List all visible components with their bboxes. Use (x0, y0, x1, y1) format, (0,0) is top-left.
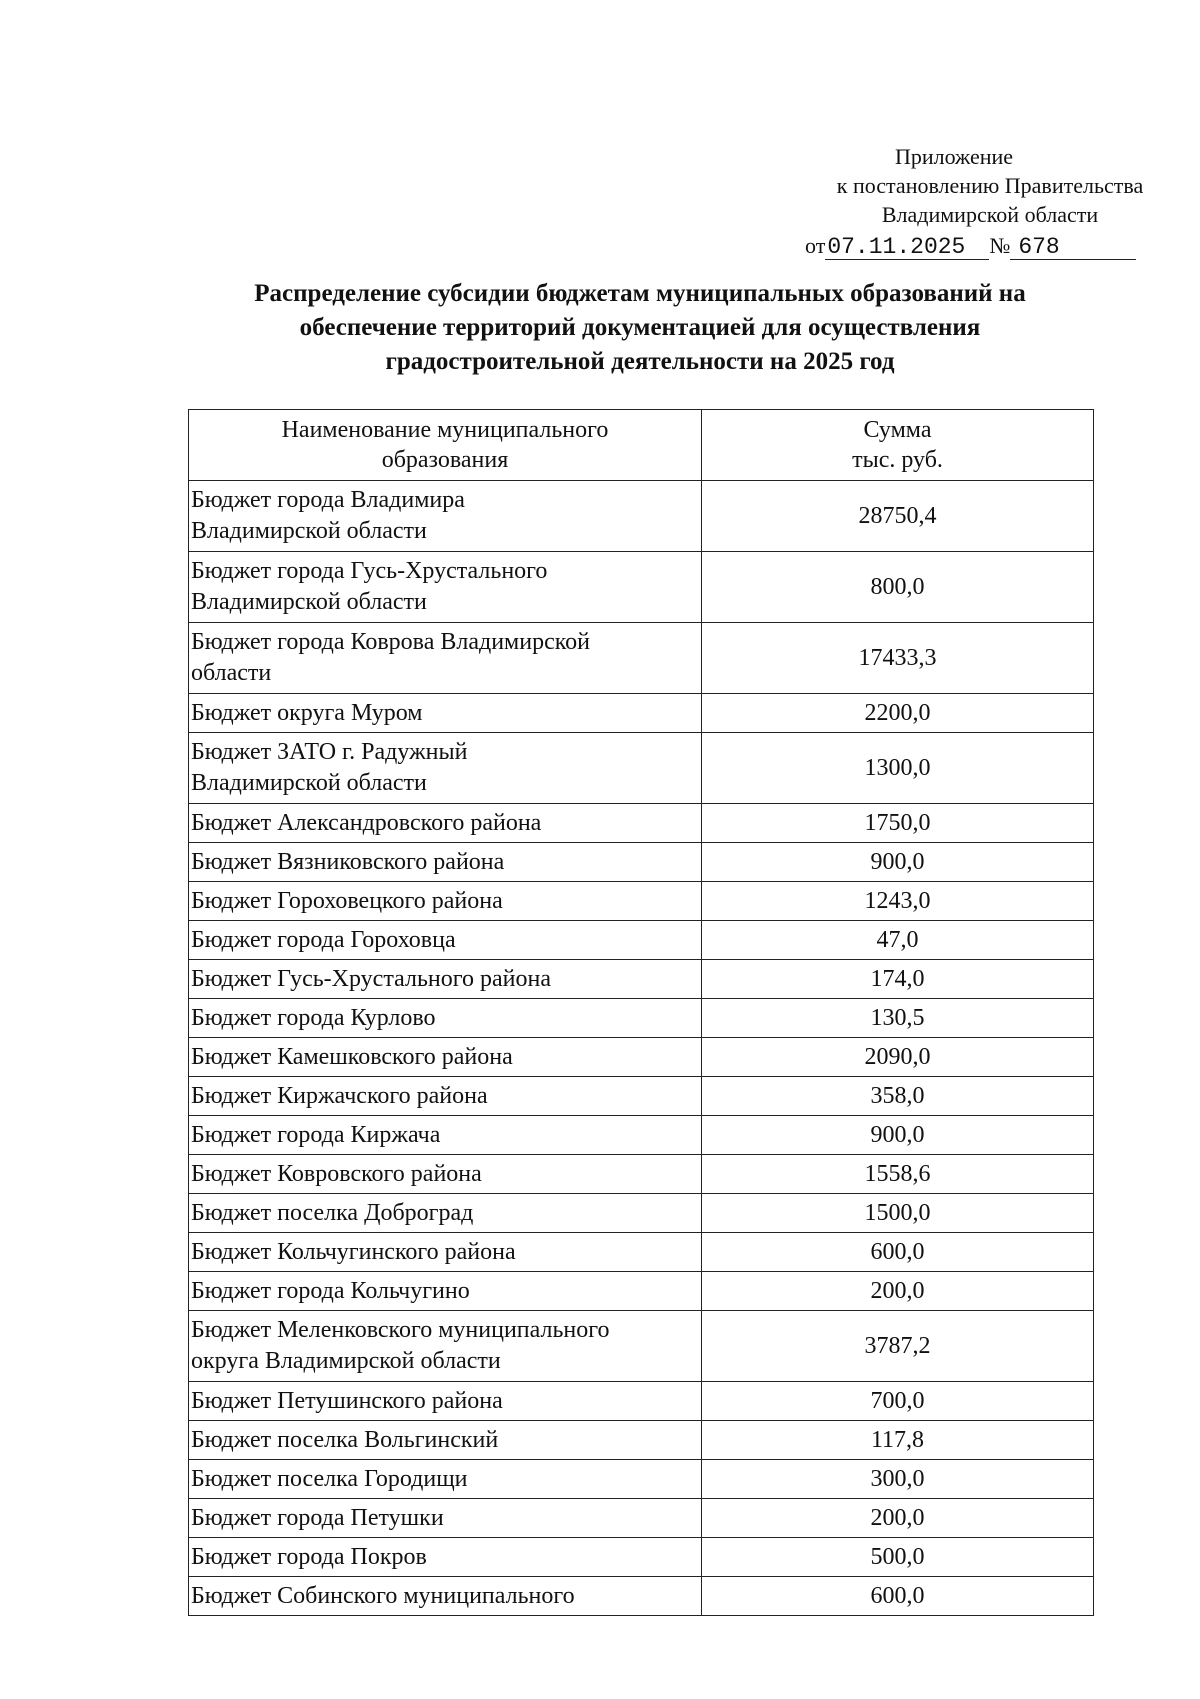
row-name (189, 804, 702, 843)
table-row (189, 1499, 1094, 1538)
row-name-line-1: Бюджет Вязниковского района (191, 848, 505, 875)
row-name (189, 843, 702, 882)
title-line-1: Распределение субсидии бюджетам муниципальных образований на (254, 280, 1026, 307)
table-row (189, 694, 1094, 733)
row-name (189, 1382, 702, 1421)
table-row (189, 1116, 1094, 1155)
row-name (189, 1233, 702, 1272)
row-name (189, 1577, 702, 1616)
row-name (189, 882, 702, 921)
row-sum: 200,0 (702, 1272, 1094, 1311)
row-sum: 3787,2 (702, 1311, 1094, 1382)
row-name-line-2: Владимирской области (191, 770, 427, 796)
row-name-line-1: Бюджет округа Муром (191, 699, 423, 726)
table-row (189, 804, 1094, 843)
row-sum: 1500,0 (702, 1194, 1094, 1233)
row-name-line-1: Бюджет Собинского муниципального (191, 1582, 575, 1609)
row-name (189, 623, 702, 694)
row-name (189, 1194, 702, 1233)
row-name-line-1: Бюджет города Курлово (191, 1004, 436, 1031)
row-name (189, 1499, 702, 1538)
table-row (189, 1382, 1094, 1421)
row-name-line-1: Бюджет города Кольчугино (191, 1277, 470, 1304)
row-name-line-1: Бюджет Александровского района (191, 809, 542, 836)
row-sum: 1300,0 (702, 733, 1094, 804)
row-name-line-1: Бюджет Петушинского района (191, 1387, 503, 1414)
row-sum: 28750,4 (702, 481, 1094, 552)
table-row (189, 999, 1094, 1038)
table-row (189, 1538, 1094, 1577)
row-name (189, 733, 702, 804)
row-name (189, 921, 702, 960)
row-name (189, 1538, 702, 1577)
row-name-line-1: Бюджет города Гусь-Хрустального (191, 558, 548, 584)
appendix-block (790, 142, 1150, 260)
title-line-3: градостроительной деятельности на 2025 год (385, 348, 895, 375)
row-name-line-1: Бюджет ЗАТО г. Радужный (191, 739, 468, 765)
row-name-line-1: Бюджет города Владимира (191, 487, 465, 513)
row-name (189, 1460, 702, 1499)
table-row (189, 1311, 1094, 1382)
appendix-region: Владимирской области (881, 202, 1099, 227)
row-sum: 47,0 (702, 921, 1094, 960)
row-sum: 800,0 (702, 552, 1094, 623)
row-sum: 174,0 (702, 960, 1094, 999)
row-name-line-1: Бюджет Ковровского района (191, 1160, 482, 1187)
document-title (160, 277, 1120, 379)
row-name (189, 999, 702, 1038)
row-name-line-2: округа Владимирской области (191, 1348, 501, 1374)
row-name (189, 1311, 702, 1382)
row-sum: 600,0 (702, 1233, 1094, 1272)
row-name-line-1: Бюджет поселка Городищи (191, 1465, 468, 1492)
row-sum: 1243,0 (702, 882, 1094, 921)
row-sum: 900,0 (702, 1116, 1094, 1155)
row-name-line-1: Бюджет поселка Вольгинский (191, 1426, 499, 1453)
document-number: 678 (1010, 235, 1136, 260)
title-line-2: обеспечение территорий документацией для осуществления (299, 314, 981, 341)
row-sum: 700,0 (702, 1382, 1094, 1421)
table-row (189, 1155, 1094, 1194)
row-name (189, 552, 702, 623)
row-name (189, 481, 702, 552)
row-name-line-2: Владимирской области (191, 589, 427, 615)
row-name (189, 960, 702, 999)
row-sum: 117,8 (702, 1421, 1094, 1460)
table-row (189, 623, 1094, 694)
row-sum: 600,0 (702, 1577, 1094, 1616)
table-row (189, 960, 1094, 999)
row-name-line-1: Бюджет Гороховецкого района (191, 887, 503, 914)
row-sum: 130,5 (702, 999, 1094, 1038)
table-header-row (189, 410, 1094, 481)
row-sum: 1558,6 (702, 1155, 1094, 1194)
table-row (189, 921, 1094, 960)
header-name: Наименование муниципального образования (189, 410, 702, 481)
row-sum: 358,0 (702, 1077, 1094, 1116)
row-name-line-1: Бюджет Кольчугинского района (191, 1238, 516, 1265)
number-sign: № (989, 233, 1011, 258)
row-sum: 2090,0 (702, 1038, 1094, 1077)
table-row (189, 843, 1094, 882)
date-prefix: от (805, 233, 826, 258)
row-sum: 300,0 (702, 1460, 1094, 1499)
row-name-line-1: Бюджет города Коврова Владимирской (191, 629, 590, 655)
row-name (189, 1272, 702, 1311)
table-row (189, 1038, 1094, 1077)
row-name-line-2: области (191, 660, 272, 686)
row-name-line-1: Бюджет города Покров (191, 1543, 427, 1570)
row-sum: 200,0 (702, 1499, 1094, 1538)
row-name-line-1: Бюджет Камешковского района (191, 1043, 513, 1070)
row-name-line-1: Бюджет Гусь-Хрустального района (191, 965, 551, 992)
distribution-table (188, 409, 1094, 1616)
table-row (189, 1421, 1094, 1460)
table-row (189, 1233, 1094, 1272)
row-name-line-1: Бюджет Киржачского района (191, 1082, 488, 1109)
appendix-label: Приложение (894, 144, 1014, 169)
row-name (189, 1155, 702, 1194)
row-name (189, 694, 702, 733)
row-sum: 1750,0 (702, 804, 1094, 843)
date-value: 07.11.2025 (825, 235, 989, 260)
table-row (189, 552, 1094, 623)
table-body (189, 481, 1094, 1616)
table-row (189, 1272, 1094, 1311)
row-name (189, 1421, 702, 1460)
row-name-line-2: Владимирской области (191, 518, 427, 544)
row-sum: 2200,0 (702, 694, 1094, 733)
row-sum: 17433,3 (702, 623, 1094, 694)
appendix-date-line (805, 231, 1150, 260)
table-row (189, 1460, 1094, 1499)
table-row (189, 481, 1094, 552)
table-row (189, 1577, 1094, 1616)
row-name-line-1: Бюджет поселка Доброград (191, 1199, 474, 1226)
table-row (189, 882, 1094, 921)
table-row (189, 733, 1094, 804)
table-row (189, 1077, 1094, 1116)
appendix-resolution-ref: к постановлению Правительства (836, 173, 1144, 198)
row-name (189, 1077, 702, 1116)
row-name (189, 1038, 702, 1077)
row-name-line-1: Бюджет города Петушки (191, 1504, 444, 1531)
row-sum: 900,0 (702, 843, 1094, 882)
row-name-line-1: Бюджет Меленковского муниципального (191, 1317, 610, 1343)
header-sum: Сумма тыс. руб. (702, 410, 1094, 481)
table-row (189, 1194, 1094, 1233)
row-name-line-1: Бюджет города Киржача (191, 1121, 441, 1148)
row-name-line-1: Бюджет города Гороховца (191, 926, 456, 953)
row-sum: 500,0 (702, 1538, 1094, 1577)
row-name (189, 1116, 702, 1155)
